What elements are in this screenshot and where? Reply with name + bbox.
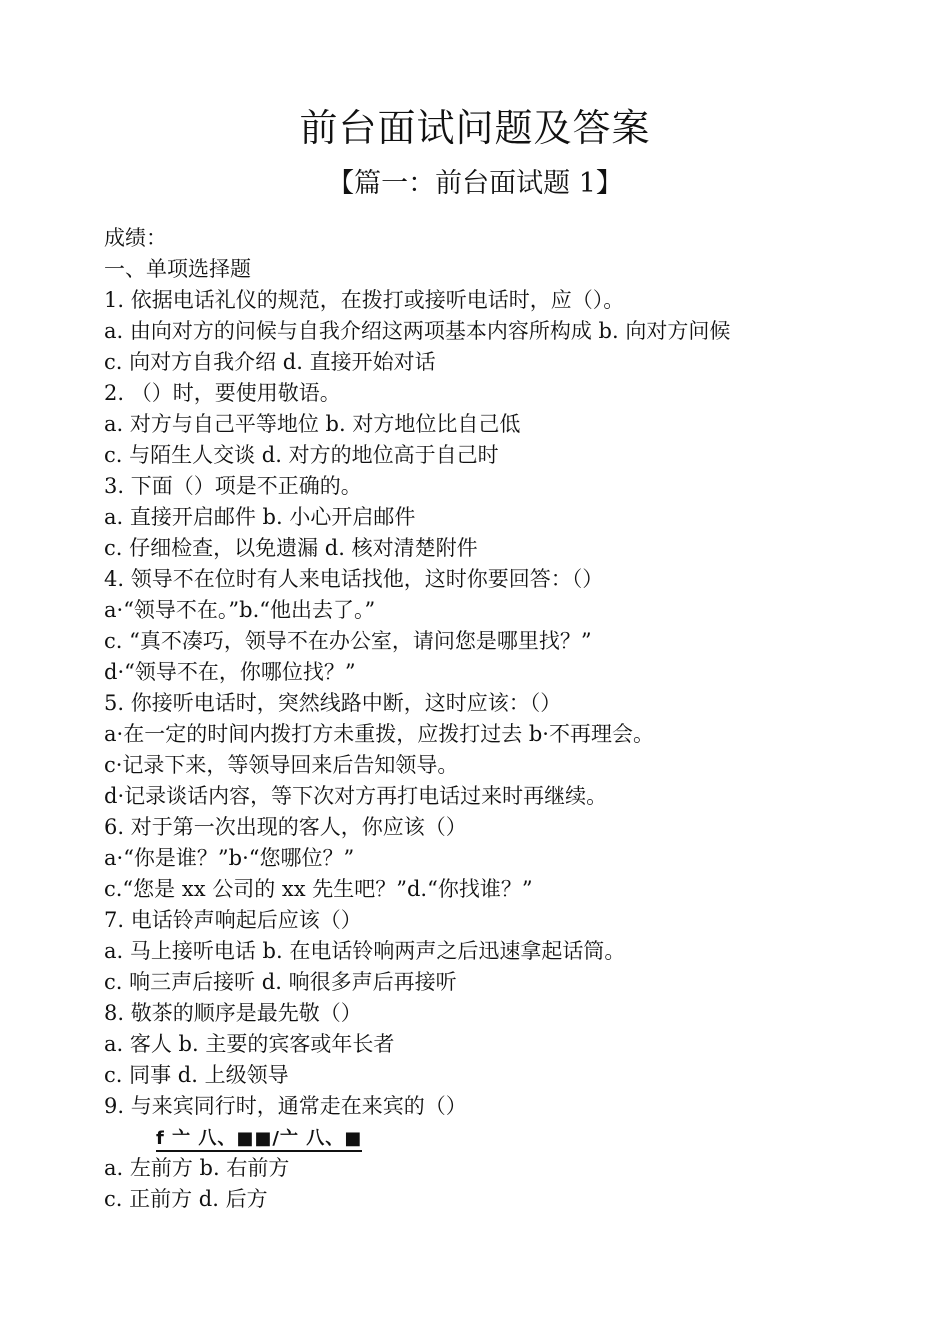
options-5-ab: a·在一定的时间内拨打方未重拨，应拨打过去 b·不再理会。 [104,722,654,746]
garbled-mark-line [104,1122,904,1153]
options-8-ab: a. 客人 b. 主要的宾客或年长者 [104,1032,395,1056]
document-body [104,223,904,1215]
options-6-cd: c.“您是 xx 公司的 xx 先生吧？”d.“你找谁？” [104,877,533,901]
options-3-ab: a. 直接开启邮件 b. 小心开启邮件 [104,505,416,529]
options-2-ab: a. 对方与自己平等地位 b. 对方地位比自己低 [104,412,521,436]
question-1: 1. 依据电话礼仪的规范，在拨打或接听电话时，应（）。 [104,288,625,312]
question-2: 2. （）时，要使用敬语。 [104,381,341,405]
options-1-cd: c. 向对方自我介绍 d. 直接开始对话 [104,350,436,374]
options-7-cd: c. 响三声后接听 d. 响很多声后再接听 [104,970,457,994]
question-6: 6. 对于第一次出现的客人，你应该（） [104,815,467,839]
score-label: 成绩： [104,226,167,250]
option-5-c: c·记录下来，等领导回来后告知领导。 [104,753,459,777]
section-heading: 【篇一：前台面试题 1】 [327,168,623,199]
question-3: 3. 下面（）项是不正确的。 [104,474,362,498]
question-7: 7. 电话铃声响起后应该（） [104,908,362,932]
garbled-mark-text: f 亠 八、■■/亠 八、■ [156,1128,362,1152]
option-4-d: d·“领导不在，你哪位找？” [104,660,356,684]
question-4: 4. 领导不在位时有人来电话找他，这时你要回答：（） [104,567,604,591]
question-5: 5. 你接听电话时，突然线路中断，这时应该：（） [104,691,562,715]
options-6-ab: a·“你是谁？”b·“您哪位？” [104,846,355,870]
document-title: 前台面试问题及答案 [299,106,651,150]
options-2-cd: c. 与陌生人交谈 d. 对方的地位高于自己时 [104,443,499,467]
options-8-cd: c. 同事 d. 上级领导 [104,1063,289,1087]
option-5-d: d·记录谈话内容，等下次对方再打电话过来时再继续。 [104,784,608,808]
option-4-c: c. “真不凑巧，领导不在办公室，请问您是哪里找？” [104,629,592,653]
options-4-ab: a·“领导不在。”b.“他出去了。” [104,598,376,622]
options-9-cd: c. 正前方 d. 后方 [104,1187,268,1211]
section-label: 一、单项选择题 [104,257,251,281]
question-9: 9. 与来宾同行时，通常走在来宾的（） [104,1094,467,1118]
options-1-ab: a. 由向对方的问候与自我介绍这两项基本内容所构成 b. 向对方问候 [104,319,731,343]
options-9-ab: a. 左前方 b. 右前方 [104,1156,290,1180]
question-8: 8. 敬茶的顺序是最先敬（） [104,1001,362,1025]
options-3-cd: c. 仔细检查，以免遗漏 d. 核对清楚附件 [104,536,478,560]
options-7-ab: a. 马上接听电话 b. 在电话铃响两声之后迅速拿起话筒。 [104,939,626,963]
